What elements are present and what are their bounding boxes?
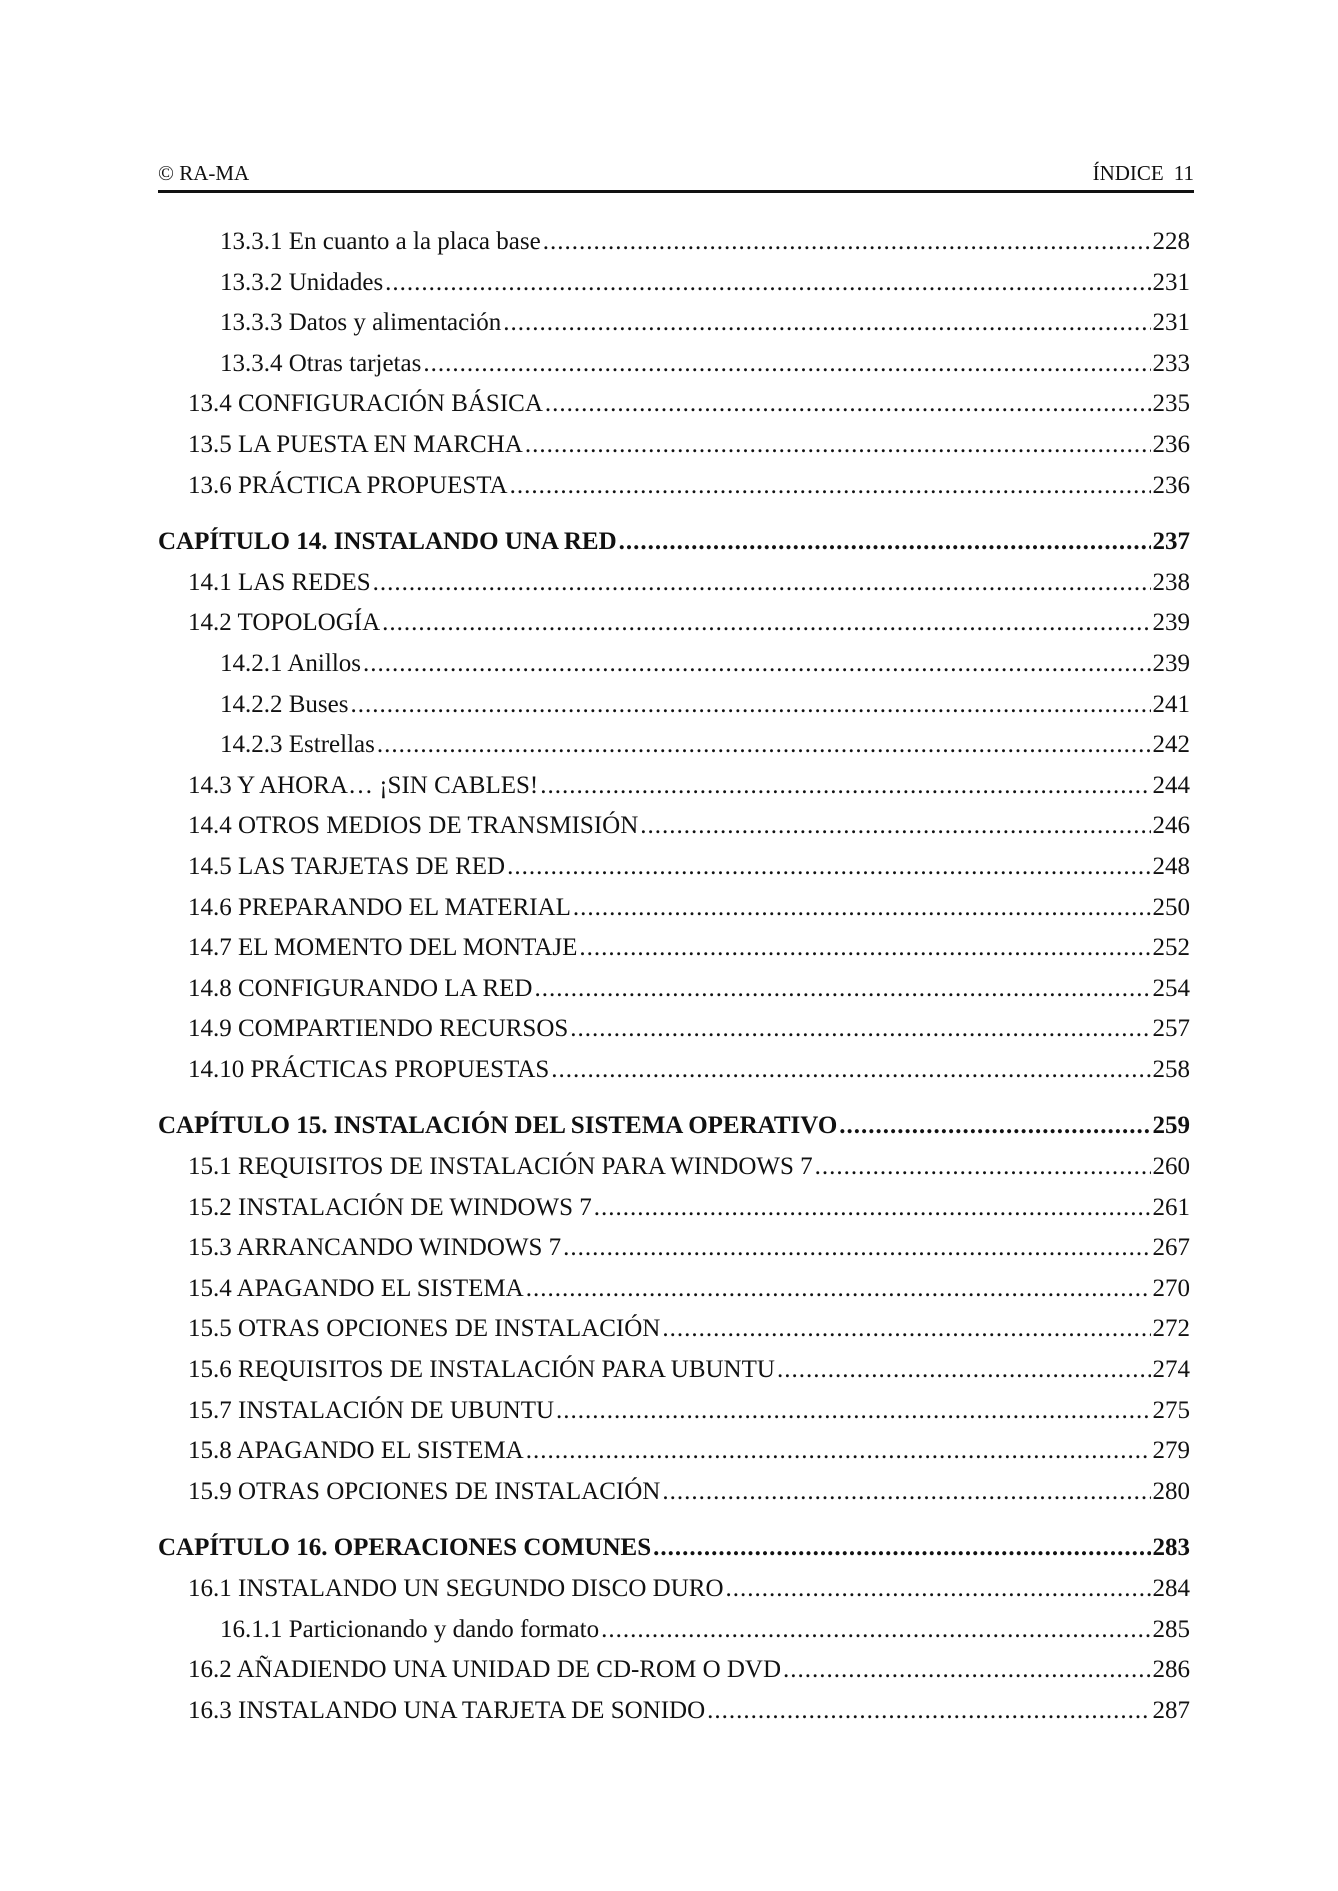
toc-entry-title: 14.10 PRÁCTICAS PROPUESTAS — [188, 1055, 550, 1083]
dot-leader — [619, 522, 1151, 563]
dot-leader — [640, 806, 1150, 847]
dot-leader — [579, 928, 1150, 969]
dot-leader — [653, 1528, 1150, 1569]
dot-leader — [573, 888, 1151, 929]
toc-entry-page: 237 — [1152, 528, 1190, 556]
toc-entry-page: 279 — [1152, 1437, 1190, 1465]
toc-entry-page: 275 — [1152, 1396, 1190, 1424]
toc-entry-page: 284 — [1152, 1575, 1190, 1602]
toc-entry[interactable] — [158, 603, 1190, 644]
toc-entry-page: 254 — [1152, 974, 1190, 1002]
dot-leader — [556, 1391, 1150, 1432]
toc-entry-page: 259 — [1152, 1112, 1190, 1140]
dot-leader — [510, 466, 1151, 507]
dot-leader — [423, 344, 1150, 385]
toc-entry-page: 246 — [1152, 812, 1190, 840]
toc-entry-title: 14.9 COMPARTIENDO RECURSOS — [188, 1015, 569, 1043]
toc-entry[interactable] — [158, 1350, 1190, 1391]
toc-entry-title: CAPÍTULO 14. INSTALANDO UNA RED — [158, 528, 617, 556]
toc-entry-page: 250 — [1152, 893, 1190, 921]
toc-entry-title: 15.5 OTRAS OPCIONES DE INSTALACIÓN — [188, 1315, 661, 1343]
dot-leader — [726, 1569, 1151, 1610]
toc-entry[interactable] — [158, 1431, 1190, 1472]
toc-entry[interactable] — [158, 1650, 1190, 1691]
toc-entry[interactable] — [158, 766, 1190, 807]
dot-leader — [777, 1350, 1151, 1391]
toc-entry-page: 258 — [1152, 1055, 1190, 1083]
toc-entry-title: 15.4 APAGANDO EL SISTEMA — [188, 1274, 524, 1302]
toc-entry-title: 15.3 ARRANCANDO WINDOWS 7 — [188, 1234, 562, 1262]
toc-entry-title: 14.2 TOPOLOGÍA — [188, 609, 381, 637]
toc-entry[interactable] — [158, 725, 1190, 766]
toc-entry-title: 16.1 INSTALANDO UN SEGUNDO DISCO DURO — [188, 1575, 724, 1602]
dot-leader — [525, 425, 1151, 466]
toc-entry-title: 16.3 INSTALANDO UNA TARJETA DE SONIDO — [188, 1696, 706, 1724]
toc-entry-page: 252 — [1152, 934, 1190, 962]
dot-leader — [526, 1431, 1151, 1472]
toc-entry-page: 257 — [1152, 1015, 1190, 1043]
toc-entry[interactable] — [158, 1147, 1190, 1188]
toc-entry-page: 241 — [1152, 690, 1190, 718]
dot-leader — [385, 263, 1150, 304]
toc-entry[interactable] — [158, 1309, 1190, 1350]
toc-entry-title: 14.7 EL MOMENTO DEL MONTAJE — [188, 934, 578, 962]
toc-entry[interactable] — [158, 384, 1190, 425]
toc-entry-page: 236 — [1152, 471, 1190, 499]
toc-entry[interactable] — [158, 1691, 1190, 1732]
toc-entry-title: CAPÍTULO 15. INSTALACIÓN DEL SISTEMA OPERATIVO — [158, 1112, 838, 1140]
toc-entry-page: 280 — [1152, 1477, 1190, 1505]
toc-entry-title: 14.4 OTROS MEDIOS DE TRANSMISIÓN — [188, 812, 639, 840]
toc-entry-title: 15.8 APAGANDO EL SISTEMA — [188, 1437, 524, 1465]
toc-entry[interactable] — [158, 1569, 1190, 1610]
toc-entry-page: 233 — [1152, 349, 1190, 377]
toc-entry-title: 15.9 OTRAS OPCIONES DE INSTALACIÓN — [188, 1477, 661, 1505]
dot-leader — [540, 766, 1150, 807]
toc-entry-page: 239 — [1152, 609, 1190, 637]
dot-leader — [526, 1269, 1151, 1310]
toc-entry[interactable] — [158, 1009, 1190, 1050]
toc-entry[interactable] — [158, 466, 1190, 507]
page-header — [158, 158, 1194, 188]
toc-entry-title: 13.3.3 Datos y alimentación — [220, 309, 502, 337]
running-title — [1093, 158, 1194, 188]
toc-entry[interactable] — [158, 1391, 1190, 1432]
toc-entry[interactable] — [158, 344, 1190, 385]
toc-entry-title: 14.1 LAS REDES — [188, 568, 371, 596]
dot-leader — [839, 1106, 1150, 1147]
toc-entry[interactable] — [158, 847, 1190, 888]
toc-entry[interactable] — [158, 263, 1190, 304]
dot-leader — [382, 603, 1150, 644]
toc-entry-page: 272 — [1152, 1315, 1190, 1343]
toc-entry-page: 287 — [1152, 1696, 1190, 1724]
toc-entry[interactable] — [158, 888, 1190, 929]
toc-chapter-entry[interactable] — [158, 1528, 1190, 1569]
toc-entry-title: 13.6 PRÁCTICA PROPUESTA — [188, 471, 508, 499]
toc-entry-page: 231 — [1152, 268, 1190, 296]
toc-chapter-entry[interactable] — [158, 1106, 1190, 1147]
toc-entry-title: CAPÍTULO 16. OPERACIONES COMUNES — [158, 1534, 652, 1562]
toc-entry-title: 14.2.2 Buses — [220, 690, 349, 718]
toc-entry-title: 16.1.1 Particionando y dando formato — [220, 1615, 600, 1643]
toc-entry[interactable] — [158, 1472, 1190, 1513]
dot-leader — [545, 384, 1151, 425]
toc-entry-title: 16.2 AÑADIENDO UNA UNIDAD DE CD-ROM O DVD — [188, 1656, 782, 1684]
toc-entry-title: 15.1 REQUISITOS DE INSTALACIÓN PARA WINDOWS 7 — [188, 1153, 813, 1181]
toc-entry[interactable] — [158, 1188, 1190, 1229]
section-label: ÍNDICE — [1092, 161, 1164, 185]
dot-leader — [534, 969, 1150, 1010]
toc-entry[interactable] — [158, 1050, 1190, 1091]
header-rule — [158, 190, 1194, 193]
toc-entry-page: 242 — [1152, 731, 1190, 759]
dot-leader — [815, 1147, 1151, 1188]
toc-entry-title: 15.2 INSTALACIÓN DE WINDOWS 7 — [188, 1193, 592, 1221]
toc-entry-page: 261 — [1152, 1193, 1190, 1221]
toc-entry-page: 236 — [1152, 430, 1190, 458]
toc-entry[interactable] — [158, 1269, 1190, 1310]
toc-entry-title: 14.2.3 Estrellas — [220, 731, 375, 759]
dot-leader — [350, 685, 1150, 726]
toc-entry[interactable] — [158, 222, 1190, 263]
toc-entry-title: 13.3.4 Otras tarjetas — [220, 349, 422, 377]
dot-leader — [551, 1050, 1150, 1091]
toc-entry-page: 235 — [1152, 390, 1190, 418]
toc-entry-page: 270 — [1152, 1274, 1190, 1302]
dot-leader — [662, 1472, 1150, 1513]
toc-entry-page: 228 — [1152, 228, 1190, 255]
toc-entry-title: 13.3.1 En cuanto a la placa base — [220, 228, 541, 255]
dot-leader — [662, 1309, 1150, 1350]
toc-entry-page: 285 — [1152, 1615, 1190, 1643]
toc-entry[interactable] — [158, 644, 1190, 685]
toc-entry-page: 239 — [1152, 649, 1190, 677]
dot-leader — [570, 1009, 1150, 1050]
toc-entry[interactable] — [158, 806, 1190, 847]
toc-entry[interactable] — [158, 1610, 1190, 1651]
toc-entry-page: 238 — [1152, 568, 1190, 596]
dot-leader — [363, 644, 1151, 685]
dot-leader — [543, 222, 1151, 263]
dot-leader — [783, 1650, 1150, 1691]
toc-entry-title: 14.6 PREPARANDO EL MATERIAL — [188, 893, 571, 921]
toc-entry-page: 244 — [1152, 771, 1190, 799]
toc-entry-title: 15.7 INSTALACIÓN DE UBUNTU — [188, 1396, 555, 1424]
toc-entry[interactable] — [158, 303, 1190, 344]
dot-leader — [377, 725, 1151, 766]
dot-leader — [373, 563, 1151, 604]
dot-leader — [594, 1188, 1151, 1229]
toc-entry-title: 14.2.1 Anillos — [220, 649, 361, 677]
dot-leader — [503, 303, 1150, 344]
toc-entry-page: 283 — [1152, 1534, 1190, 1562]
toc-entry[interactable] — [158, 969, 1190, 1010]
dot-leader — [707, 1691, 1150, 1732]
toc-entry-title: 13.5 LA PUESTA EN MARCHA — [188, 430, 523, 458]
toc-entry-page: 274 — [1152, 1356, 1190, 1384]
toc-entry-page: 260 — [1152, 1153, 1190, 1181]
toc-chapter-entry[interactable] — [158, 522, 1190, 563]
toc-entry-title: 13.4 CONFIGURACIÓN BÁSICA — [188, 390, 543, 418]
toc-entry[interactable] — [158, 425, 1190, 466]
toc-entry-title: 14.8 CONFIGURANDO LA RED — [188, 974, 533, 1002]
toc-entry[interactable] — [158, 928, 1190, 969]
toc-entry-page: 231 — [1152, 309, 1190, 337]
toc-entry-page: 248 — [1152, 852, 1190, 880]
toc-entry-page: 286 — [1152, 1656, 1190, 1684]
dot-leader — [601, 1610, 1150, 1651]
toc-entry[interactable] — [158, 563, 1190, 604]
toc-entry-title: 15.6 REQUISITOS DE INSTALACIÓN PARA UBUNTU — [188, 1356, 775, 1384]
toc-entry[interactable] — [158, 685, 1190, 726]
page-number: 11 — [1173, 161, 1194, 185]
publisher-label: © RA-MA — [158, 161, 250, 185]
toc-entry[interactable] — [158, 1228, 1190, 1269]
toc-entry-title: 14.3 Y AHORA… ¡SIN CABLES! — [188, 771, 539, 799]
dot-leader — [507, 847, 1150, 888]
toc-entry-title: 13.3.2 Unidades — [220, 268, 384, 296]
toc-entry-title: 14.5 LAS TARJETAS DE RED — [188, 852, 506, 880]
toc-entry-page: 267 — [1152, 1234, 1190, 1262]
dot-leader — [563, 1228, 1150, 1269]
table-of-contents — [158, 222, 1190, 1731]
